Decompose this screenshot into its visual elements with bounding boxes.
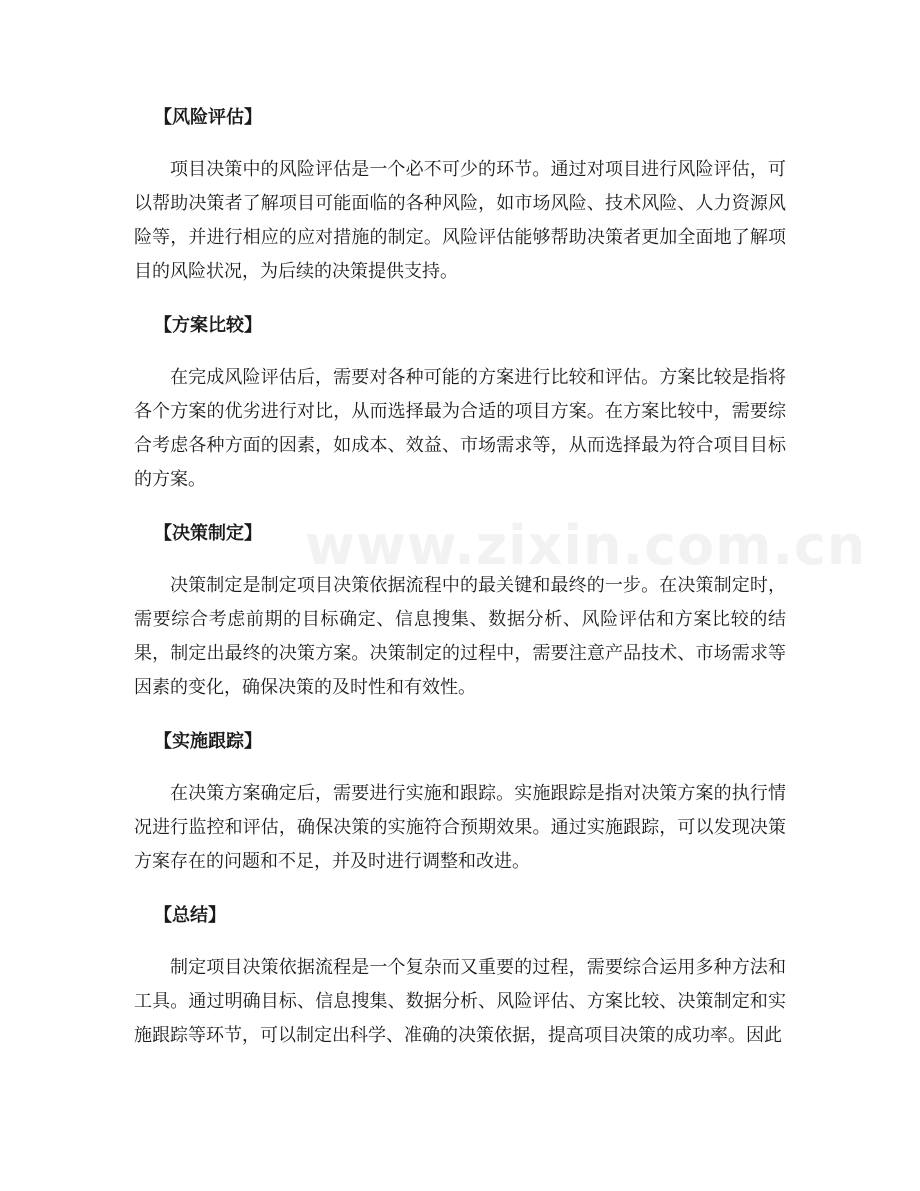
section-paragraph-risk-assessment: 项目决策中的风险评估是一个必不可少的环节。通过对项目进行风险评估，可以帮助决策者了解项目可能面临的各种风险，如市场风险、技术风险、人力资源风险等，并进行相应的应对措施的制定。风险评估能够帮助决策者更加全面地了解项目的风险状况，为后续的决策提供支持。 xyxy=(134,159,786,282)
section-heading-decision-making: 【决策制定】 xyxy=(154,523,262,544)
section-paragraph-summary: 制定项目决策依据流程是一个复杂而又重要的过程，需要综合运用多种方法和工具。通过明确目标、信息搜集、数据分析、风险评估、方案比较、决策制定和实施跟踪等环节，可以制定出科学、准确的决策依据，提高项目决策的成功率。因此 xyxy=(134,957,786,1046)
watermark: www.zixin.com.cn xyxy=(305,514,867,577)
section-paragraph-plan-comparison: 在完成风险评估后，需要对各种可能的方案进行比较和评估。方案比较是指将各个方案的优劣进行对比，从而选择最为合适的项目方案。在方案比较中，需要综合考虑各种方面的因素，如成本、效益、市场需求等，从而选择最为符合项目目标的方案。 xyxy=(134,367,786,490)
section-paragraph-implementation-tracking: 在决策方案确定后，需要进行实施和跟踪。实施跟踪是指对决策方案的执行情况进行监控和评估，确保决策的实施符合预期效果。通过实施跟踪，可以发现决策方案存在的问题和不足，并及时进行调整和改进。 xyxy=(134,783,786,872)
section-heading-risk-assessment: 【风险评估】 xyxy=(154,107,262,128)
document-body xyxy=(134,103,786,1053)
section-heading-implementation-tracking: 【实施跟踪】 xyxy=(154,731,262,752)
section-heading-summary: 【总结】 xyxy=(154,905,226,926)
section-heading-plan-comparison: 【方案比较】 xyxy=(154,315,262,336)
section-paragraph-decision-making: 决策制定是制定项目决策依据流程中的最关键和最终的一步。在决策制定时，需要综合考虑前期的目标确定、信息搜集、数据分析、风险评估和方案比较的结果，制定出最终的决策方案。决策制定的过程中，需要注意产品技术、市场需求等因素的变化，确保决策的及时性和有效性。 xyxy=(134,575,786,698)
